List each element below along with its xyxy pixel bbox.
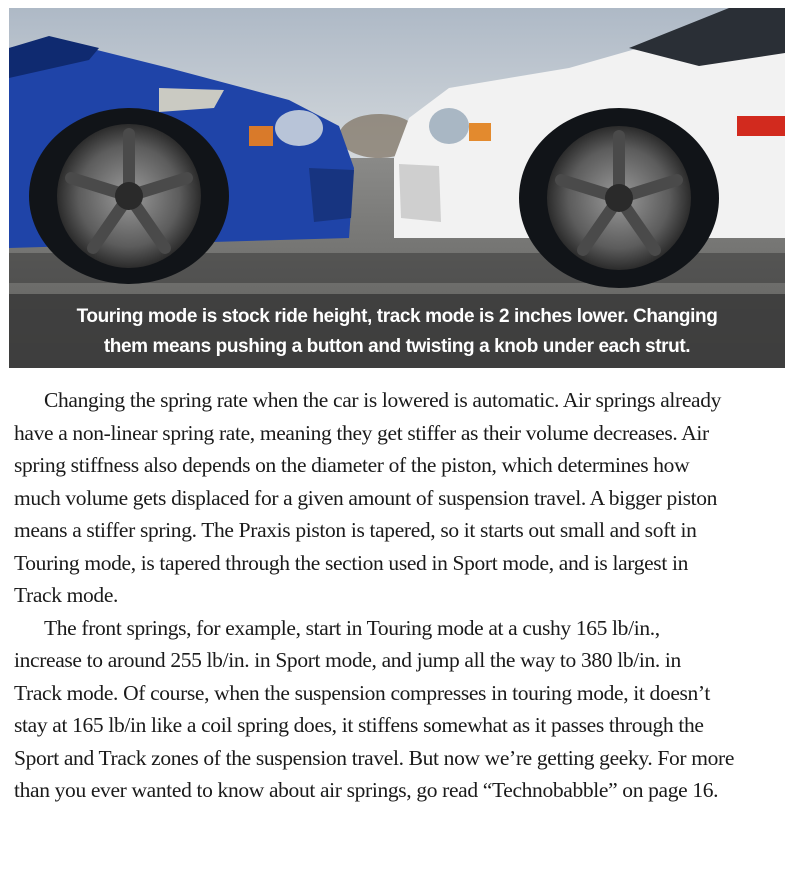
text-line: Touring mode, is tapered through the section used in Sport mode, and is largest in [14, 550, 688, 575]
text-line: much volume gets displaced for a given amount of suspension travel. A bigger piston [14, 485, 718, 510]
text-line: increase to around 255 lb/in. in Sport mode, and jump all the way to 380 lb/in. in [14, 648, 681, 672]
photo-caption [9, 294, 785, 368]
text-line: means a stiffer spring. The Praxis piston is tapered, so it starts out small and soft in [14, 518, 697, 542]
text-line: Track mode. Of course, when the suspension compresses in touring mode, it doesn’t [14, 680, 710, 705]
text-line: The front springs, for example, start in Touring mode at a cushy 165 lb/in., [44, 615, 660, 640]
caption-line: Touring mode is stock ride height, track mode is 2 inches lower. Changing [76, 306, 718, 327]
text-line: than you ever wanted to know about air springs, go read “Technobabble” on page 16. [14, 778, 719, 802]
text-line: Changing the spring rate when the car is lowered is automatic. Air springs already [44, 388, 722, 412]
article-photo [9, 8, 785, 368]
paragraph-1 [14, 384, 792, 612]
text-line: stay at 165 lb/in like a coil spring does, it stiffens somewhat as it passes through the [14, 713, 704, 737]
article-body [14, 384, 792, 807]
caption-line: them means pushing a button and twisting a knob under each strut. [103, 336, 691, 357]
paragraph-2 [14, 612, 792, 807]
door-decal [737, 116, 785, 136]
text-line: spring stiffness also depends on the diameter of the piston, which determines how [14, 453, 690, 477]
text-line: have a non-linear spring rate, meaning they get stiffer as their volume decreases. Air [14, 420, 709, 445]
text-line: Sport and Track zones of the suspension travel. But now we’re getting geeky. For more [14, 745, 735, 770]
text-line: Track mode. [14, 583, 119, 607]
